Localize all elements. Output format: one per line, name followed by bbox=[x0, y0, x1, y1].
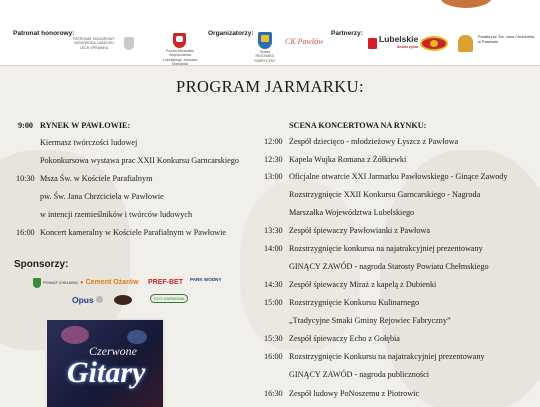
marszalek-logo-text: Powiat Marszałek Województwa Lubelskiego Jarosław Stawiarski bbox=[162, 49, 198, 67]
sponsor-powiat-text: POWIAT CHEŁMSKI bbox=[43, 280, 79, 285]
wojewoda-logo: PATRONAT HONOROWY WOJEWODA LUBELSKI LECH SPRAWKA bbox=[73, 37, 115, 50]
right-program-time: 16:00 bbox=[264, 352, 283, 361]
left-program-line: pw. Św. Jana Chrzciciela w Pawłowie bbox=[40, 192, 164, 201]
poster-subtitle: Czerwone bbox=[89, 344, 137, 358]
right-program-time: 14:00 bbox=[264, 244, 283, 253]
right-program-line: „Tradycyjne Smaki Gminy Rejowiec Fabryczny” bbox=[289, 316, 451, 325]
sponsor-green-logo: ECO HARMONIA bbox=[150, 294, 188, 303]
right-program-time: 15:30 bbox=[264, 334, 283, 343]
right-program-line: Oficjalne otwarcie XXI Jarmarku Pawłowskiego - Ginące Zawody bbox=[289, 172, 508, 181]
powiat-shield-icon bbox=[33, 278, 41, 288]
right-program-time: 12:30 bbox=[264, 155, 283, 164]
sponsor-park-logo: PARK WODNY bbox=[190, 277, 222, 282]
left-program-time: 10:30 bbox=[16, 174, 35, 183]
stage-light-icon bbox=[127, 330, 147, 344]
right-program-line: Rozstrzygnięcie XXII Konkursu Garncarskiego - Nagroda bbox=[289, 190, 481, 199]
right-program-line: Zespół śpiewaczy Miraż z kapelą z Dubienki bbox=[289, 280, 437, 289]
right-program-line: Rozstrzygnięcie konkursu na najatrakcyjniej prezentowany bbox=[289, 244, 483, 253]
top-decoration bbox=[440, 0, 492, 8]
sponsor-opus-logo: Opus bbox=[72, 295, 94, 305]
left-program-line: Koncert kameralny w Kościele Parafialnym w Pawłowie bbox=[40, 228, 226, 237]
stage-light-icon bbox=[61, 326, 89, 344]
right-heading: SCENA KONCERTOWA NA RYNKU: bbox=[289, 121, 427, 130]
right-program-time: 16:30 bbox=[264, 389, 283, 398]
organizatorzy-label: Organizatorzy: bbox=[208, 30, 254, 37]
partner-oval-logo bbox=[420, 36, 448, 51]
right-program-line: Zespół śpiewaczy Pawłowianki z Pawłowa bbox=[289, 226, 430, 235]
patronat-label: Patronat honorowy: bbox=[13, 30, 75, 37]
concert-poster bbox=[45, 318, 165, 407]
page-title: PROGRAM JARMARKU: bbox=[176, 77, 364, 96]
left-program-line: Kiermasz twórczości ludowej bbox=[40, 138, 138, 147]
sponsor-dark-logo-icon bbox=[114, 295, 132, 305]
lubelskie-logo-subtext: Smaki życia bbox=[396, 45, 419, 49]
right-program-line: Zespół śpiewaczy Echo z Gołębia bbox=[289, 334, 400, 343]
right-program-line: GINĄCY ZAWÓD - nagroda Starosty Powiatu Chełmskiego bbox=[289, 262, 489, 271]
sponsors-heading: Sponsorzy: bbox=[14, 259, 69, 270]
right-program-line: Marszałka Województwa Lubelskiego bbox=[289, 208, 415, 217]
left-program-line: Pokonkursowa wystawa prac XXII Konkursu Garncarskiego bbox=[40, 156, 239, 165]
eagle-emblem-icon bbox=[124, 37, 134, 50]
left-program-time: 16:00 bbox=[16, 228, 35, 237]
poster-title: Gitary bbox=[67, 356, 146, 389]
header-band bbox=[0, 0, 540, 66]
parafia-logo-text: Parafia pw. Św. Jana Chrzciciela w Pawłowie bbox=[478, 34, 535, 44]
lubelskie-logo bbox=[368, 35, 418, 51]
ck-pawlow-logo: CK Pawłów bbox=[285, 37, 324, 46]
marszalek-crest-icon bbox=[173, 33, 186, 48]
right-program-time: 12:00 bbox=[264, 137, 283, 146]
sponsor-coin-icon bbox=[96, 296, 103, 303]
lubelskie-mark-icon bbox=[368, 38, 377, 49]
gmina-logo-text: Gmina REJOWIEC FABRYCZNY bbox=[254, 50, 276, 63]
sponsor-prefbet-logo: PREF-BET bbox=[148, 279, 183, 286]
left-heading: RYNEK W PAWŁOWIE: bbox=[40, 121, 131, 130]
right-program-line: Zespół ludowy PoNoszemu z Piotrowic bbox=[289, 389, 420, 398]
left-program-line: Msza Św. w Kościele Parafialnym bbox=[40, 174, 153, 183]
right-program-time: 14:30 bbox=[264, 280, 283, 289]
sponsor-cement-logo: ● Cement Ożarów bbox=[80, 279, 139, 286]
right-program-line: Rozstrzygnięcie Konkursu Kulinarnego bbox=[289, 298, 420, 307]
right-program-line: Kapela Wujka Romana z Żółkiewki bbox=[289, 155, 407, 164]
left-heading-time: 9:00 bbox=[18, 121, 34, 130]
right-program-time: 13:00 bbox=[264, 172, 283, 181]
church-icon bbox=[458, 35, 473, 52]
gmina-crest-icon bbox=[258, 32, 272, 49]
right-program-time: 13:30 bbox=[264, 226, 283, 235]
sponsor-powiat-logo bbox=[33, 278, 78, 288]
right-program-line: Rozstrzygnięcie Konkursu na najatrakcyjniej prezentowany bbox=[289, 352, 485, 361]
left-program-line: w intencji rzemieślników i twórców ludowych bbox=[40, 210, 193, 219]
partnerzy-label: Partnerzy: bbox=[331, 30, 363, 37]
right-program-line: GINĄCY ZAWÓD - nagroda publiczności bbox=[289, 370, 430, 379]
right-program-time: 15:00 bbox=[264, 298, 283, 307]
right-program-line: Zespół dziecięco - młodzieżowy Łyszcz z Pawłowa bbox=[289, 137, 459, 146]
background-pottery-right bbox=[380, 150, 540, 407]
lubelskie-logo-text: Lubelskie bbox=[379, 34, 419, 44]
